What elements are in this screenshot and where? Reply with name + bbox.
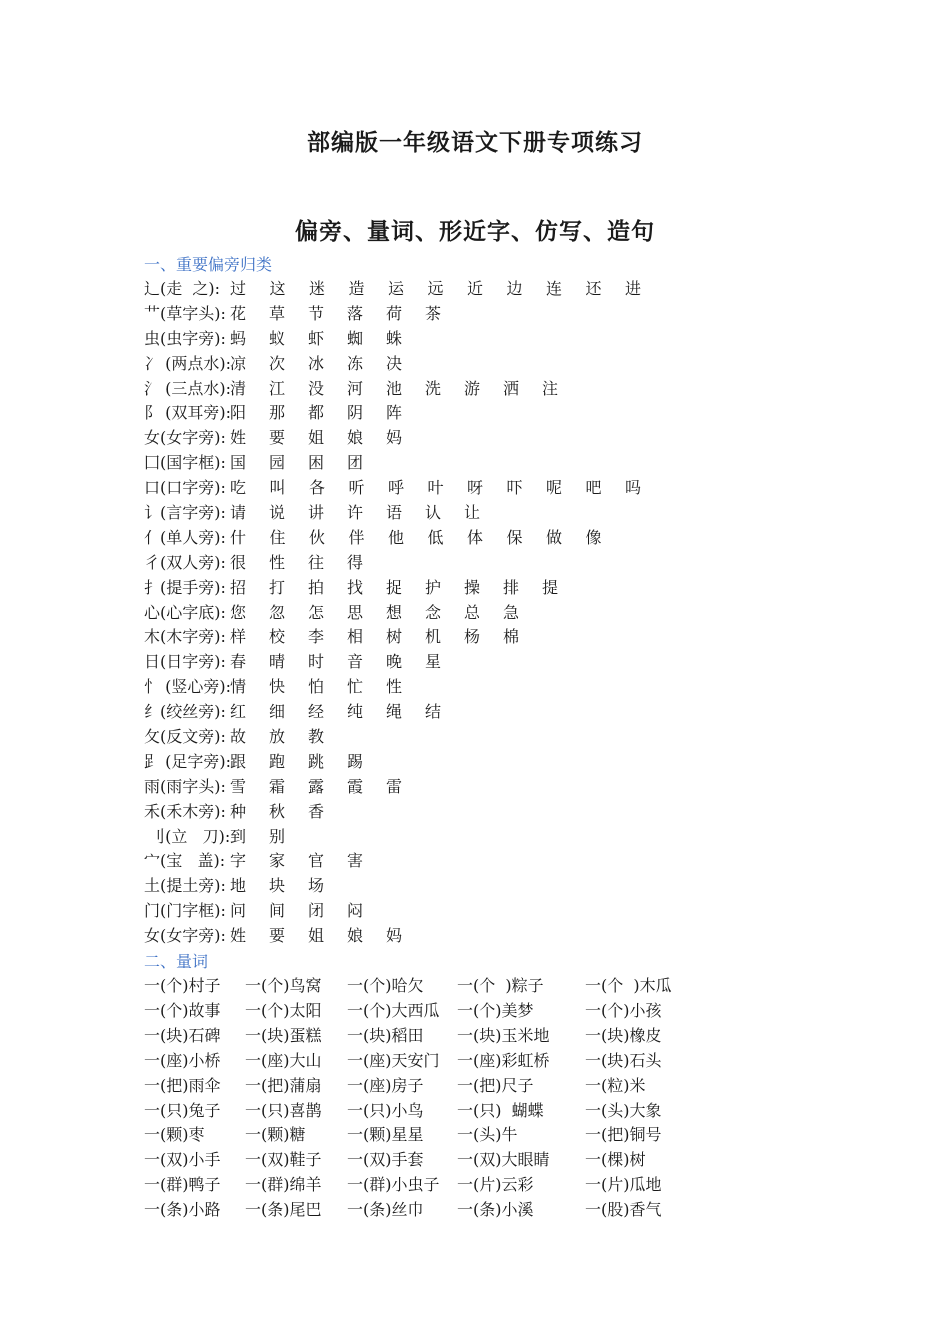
radical-char: 近	[467, 279, 484, 298]
measure-item: 一(棵)树	[585, 1150, 646, 1170]
measure-item: 一(双)大眼睛	[457, 1150, 550, 1170]
radical-char: 急	[503, 602, 520, 622]
measure-item: 一(个)小孩	[585, 1000, 662, 1020]
radical-char: 都	[308, 403, 325, 423]
radical-char: 各	[309, 478, 326, 498]
radical-char: 吗	[625, 478, 642, 498]
radical-row	[144, 750, 904, 775]
measure-item: 一(把)雨伞	[144, 1075, 221, 1095]
radical-label: 冫 (两点水):	[144, 353, 231, 373]
radical-char: 池	[386, 378, 403, 398]
measure-row	[144, 1099, 904, 1124]
radical-char: 阵	[386, 403, 403, 423]
measure-item: 一(粒)米	[585, 1075, 646, 1095]
radical-char: 快	[269, 677, 286, 697]
measure-row	[144, 1148, 904, 1173]
radical-char: 问	[230, 901, 247, 921]
radical-row	[144, 377, 904, 402]
radical-char: 国	[230, 453, 247, 473]
measure-row	[144, 1074, 904, 1099]
radical-char: 注	[542, 378, 559, 398]
radical-char: 节	[308, 303, 325, 323]
section-heading-radicals: 一、重要偏旁归类	[144, 255, 273, 274]
radical-char: 官	[308, 851, 325, 871]
radical-char: 叫	[269, 478, 286, 498]
radical-char: 蜘	[347, 328, 364, 348]
radical-char: 呼	[388, 478, 405, 498]
radical-char: 晴	[269, 652, 286, 672]
measure-item: 一(只) 蝴蝶	[457, 1100, 544, 1120]
radical-char: 茶	[425, 303, 442, 323]
radical-char: 春	[230, 652, 247, 672]
page-subtitle: 偏旁、量词、形近字、仿写、造句	[295, 219, 655, 245]
radical-char: 远	[427, 279, 444, 298]
radical-row	[144, 302, 904, 327]
radical-row	[144, 601, 904, 626]
radical-label: 艹(草字头):	[144, 303, 226, 323]
radical-char: 忙	[347, 677, 364, 697]
measure-item: 一(条)小路	[144, 1200, 221, 1220]
radical-char: 霞	[347, 776, 364, 796]
radical-char: 打	[269, 577, 286, 597]
radical-label: 女(女字旁):	[144, 926, 226, 946]
radical-char: 怎	[308, 602, 325, 622]
measure-item: 一(群)鸭子	[144, 1175, 221, 1195]
radical-char: 块	[269, 876, 286, 896]
measure-item: 一(把)铜号	[585, 1125, 662, 1145]
radical-char: 做	[546, 527, 563, 547]
radical-char: 呢	[546, 478, 563, 498]
measure-item: 一(双)手套	[347, 1150, 424, 1170]
measure-item: 一(个)鸟窝	[245, 976, 322, 996]
radical-row	[144, 874, 904, 899]
radical-char: 跳	[308, 751, 325, 771]
radical-label: 宀(宝 盖):	[144, 851, 226, 871]
radical-row	[144, 501, 904, 526]
radical-char: 细	[269, 702, 286, 722]
measure-item: 一(只)兔子	[144, 1100, 221, 1120]
content-body	[144, 252, 904, 1223]
radical-char: 伙	[309, 527, 326, 547]
measure-row	[144, 1024, 904, 1049]
radical-label: 囗(国字框):	[144, 453, 226, 473]
radical-char: 怕	[308, 677, 325, 697]
measure-item: 一(双)小手	[144, 1150, 221, 1170]
radical-char: 团	[347, 453, 364, 473]
radical-char: 星	[425, 652, 442, 672]
measure-item: 一(片)瓜地	[585, 1175, 662, 1195]
radical-char: 边	[506, 279, 523, 298]
radical-char: 迷	[309, 279, 326, 298]
measure-item: 一(把)蒲扇	[245, 1075, 322, 1095]
measure-item: 一(个)哈欠	[347, 976, 424, 996]
radical-char: 蛛	[386, 328, 403, 348]
measure-item: 一(块)石碑	[144, 1025, 221, 1045]
radical-row	[144, 849, 904, 874]
radical-char: 很	[230, 552, 247, 572]
section-heading-measure-words: 二、量词	[144, 952, 209, 972]
measure-item: 一(座)天安门	[347, 1050, 440, 1070]
measure-item: 一(座)小桥	[144, 1050, 221, 1070]
radical-char: 讲	[308, 503, 325, 523]
radical-char: 园	[269, 453, 286, 473]
measure-row	[144, 974, 904, 999]
radical-label: 土(提土旁):	[144, 876, 226, 896]
radical-char: 妈	[386, 926, 403, 946]
radical-char: 捉	[386, 577, 403, 597]
radical-char: 运	[388, 279, 405, 298]
radical-row	[144, 451, 904, 476]
radical-char: 护	[425, 577, 442, 597]
radical-char: 困	[308, 453, 325, 473]
radical-label: 虫(虫字旁):	[144, 328, 226, 348]
radical-char: 霜	[269, 776, 286, 796]
radical-row	[144, 775, 904, 800]
radical-char: 到	[230, 826, 247, 846]
radical-char: 时	[308, 652, 325, 672]
radical-char: 红	[230, 702, 247, 722]
radical-char: 决	[386, 353, 403, 373]
radical-label: 女(女字旁):	[144, 428, 226, 448]
radical-char: 往	[308, 552, 325, 572]
radical-char: 找	[347, 577, 364, 597]
radical-char: 蚂	[230, 328, 247, 348]
radical-char: 种	[230, 801, 247, 821]
radical-row	[144, 625, 904, 650]
radical-row	[144, 800, 904, 825]
radical-char: 地	[230, 876, 247, 896]
measure-item: 一(块)玉米地	[457, 1025, 550, 1045]
radical-char: 像	[585, 527, 602, 547]
radical-char: 江	[269, 378, 286, 398]
measure-item: 一(条)小溪	[457, 1200, 534, 1220]
radical-char: 清	[230, 378, 247, 398]
radical-char: 姓	[230, 926, 247, 946]
radical-char: 提	[542, 577, 559, 597]
radical-char: 晚	[386, 652, 403, 672]
radical-char: 还	[585, 279, 602, 298]
radical-char: 情	[230, 677, 247, 697]
measure-item: 一(个 )粽子	[457, 976, 544, 996]
radical-label: 日(日字旁):	[144, 652, 226, 672]
radical-char: 他	[388, 527, 405, 547]
radical-char: 游	[464, 378, 481, 398]
measure-item: 一(颗)糖	[245, 1125, 306, 1145]
measure-row	[144, 1123, 904, 1148]
measure-item: 一(条)尾巴	[245, 1200, 322, 1220]
radical-row	[144, 277, 904, 302]
measure-item: 一(个)村子	[144, 976, 221, 996]
radical-char: 排	[503, 577, 520, 597]
radical-char: 闷	[347, 901, 364, 921]
radical-row	[144, 825, 904, 850]
radical-char: 什	[230, 527, 247, 547]
measure-row	[144, 999, 904, 1024]
radical-char: 招	[230, 577, 247, 597]
radical-char: 李	[308, 627, 325, 647]
radical-char: 跑	[269, 751, 286, 771]
radical-char: 过	[230, 279, 247, 298]
radical-char: 请	[230, 503, 247, 523]
radical-row	[144, 476, 904, 501]
measure-item: 一(只)小鸟	[347, 1100, 424, 1120]
radical-char: 您	[230, 602, 247, 622]
radical-char: 妈	[386, 428, 403, 448]
radical-char: 想	[386, 602, 403, 622]
radical-char: 荷	[386, 303, 403, 323]
radical-char: 许	[347, 503, 364, 523]
radical-label: 忄 (竖心旁):	[144, 677, 231, 697]
radical-char: 让	[464, 503, 481, 523]
radical-char: 音	[347, 652, 364, 672]
radical-row	[144, 675, 904, 700]
radical-char: 虾	[308, 328, 325, 348]
radical-row	[144, 899, 904, 924]
radical-char: 闭	[308, 901, 325, 921]
radical-char: 教	[308, 727, 325, 747]
radical-char: 机	[425, 627, 442, 647]
radical-char: 雪	[230, 776, 247, 796]
radical-char: 姐	[308, 926, 325, 946]
radical-char: 故	[230, 727, 247, 747]
radical-char: 河	[347, 378, 364, 398]
radical-char: 性	[386, 677, 403, 697]
radical-char: 低	[427, 527, 444, 547]
measure-item: 一(座)大山	[245, 1050, 322, 1070]
radical-char: 造	[348, 279, 365, 298]
radical-row	[144, 426, 904, 451]
radical-row	[144, 576, 904, 601]
radical-char: 呀	[467, 478, 484, 498]
page-title: 部编版一年级语文下册专项练习	[307, 130, 643, 156]
radical-char: 绳	[386, 702, 403, 722]
radical-char: 字	[230, 851, 247, 871]
measure-item: 一(颗)星星	[347, 1125, 424, 1145]
radical-label: 氵 (三点水):	[144, 378, 231, 398]
measure-item: 一(头)大象	[585, 1100, 662, 1120]
radical-char: 场	[308, 876, 325, 896]
radical-char: 阳	[230, 403, 247, 423]
radical-char: 蚁	[269, 328, 286, 348]
radical-char: 洒	[503, 378, 520, 398]
radical-row	[144, 327, 904, 352]
measure-item: 一(座)房子	[347, 1075, 424, 1095]
radical-char: 吧	[585, 478, 602, 498]
radicals-list	[144, 277, 904, 949]
measure-item: 一(块)蛋糕	[245, 1025, 322, 1045]
radical-char: 别	[269, 826, 286, 846]
radical-char: 纯	[347, 702, 364, 722]
measure-item: 一(只)喜鹊	[245, 1100, 322, 1120]
radical-char: 进	[625, 279, 642, 298]
radical-row	[144, 551, 904, 576]
radical-label: 禾(禾木旁):	[144, 801, 226, 821]
radical-char: 害	[347, 851, 364, 871]
radical-char: 那	[269, 403, 286, 423]
radical-char: 经	[308, 702, 325, 722]
radical-row	[144, 352, 904, 377]
radical-label: 纟(绞丝旁):	[144, 702, 226, 722]
radical-char: 娘	[347, 428, 364, 448]
radical-char: 踢	[347, 751, 364, 771]
radical-char: 结	[425, 702, 442, 722]
radical-char: 相	[347, 627, 364, 647]
radical-char: 秋	[269, 801, 286, 821]
radical-char: 露	[308, 776, 325, 796]
radical-label: 门(门字框):	[144, 901, 226, 921]
radical-char: 花	[230, 303, 247, 323]
radical-char: 住	[269, 527, 286, 547]
radical-row	[144, 526, 904, 551]
radical-label: 口(口字旁):	[144, 478, 226, 498]
measure-item: 一(个)太阳	[245, 1000, 322, 1020]
radical-label: 𧾷 (足字旁):	[144, 751, 231, 771]
radical-char: 体	[467, 527, 484, 547]
radical-char: 树	[386, 627, 403, 647]
measure-item: 一(个)故事	[144, 1000, 221, 1020]
radical-char: 要	[269, 926, 286, 946]
measure-item: 一(个)大西瓜	[347, 1000, 440, 1020]
measure-item: 一(个)美梦	[457, 1000, 534, 1020]
radical-char: 杨	[464, 627, 481, 647]
measure-item: 一(群)绵羊	[245, 1175, 322, 1195]
radical-char: 冰	[308, 353, 325, 373]
measure-item: 一(颗)枣	[144, 1125, 205, 1145]
measure-item: 一(头)牛	[457, 1125, 518, 1145]
radical-char: 校	[269, 627, 286, 647]
measure-item: 一(双)鞋子	[245, 1150, 322, 1170]
radical-char: 棉	[503, 627, 520, 647]
measure-item: 一(块)橡皮	[585, 1025, 662, 1045]
radical-char: 性	[269, 552, 286, 572]
radical-char: 说	[269, 503, 286, 523]
measure-item: 一(群)小虫子	[347, 1175, 440, 1195]
radical-label: 扌(提手旁):	[144, 577, 226, 597]
measure-row	[144, 1173, 904, 1198]
measure-item: 一(块)石头	[585, 1050, 662, 1070]
measure-item: 一(把)尺子	[457, 1075, 534, 1095]
radical-char: 这	[269, 279, 286, 298]
radical-char: 没	[308, 378, 325, 398]
radical-char: 次	[269, 353, 286, 373]
radical-label: 刂(立 刀):	[144, 826, 231, 846]
radical-char: 洗	[425, 378, 442, 398]
radical-label: 阝 (双耳旁):	[144, 403, 231, 423]
radical-char: 认	[425, 503, 442, 523]
radical-char: 念	[425, 602, 442, 622]
measure-item: 一(座)彩虹桥	[457, 1050, 550, 1070]
radical-char: 凉	[230, 353, 247, 373]
radical-char: 拍	[308, 577, 325, 597]
radical-label: 彳(双人旁):	[144, 552, 226, 572]
radical-char: 叶	[427, 478, 444, 498]
radical-char: 样	[230, 627, 247, 647]
radical-char: 间	[269, 901, 286, 921]
measure-item: 一(片)云彩	[457, 1175, 534, 1195]
measure-item: 一(块)稻田	[347, 1025, 424, 1045]
radical-label: 木(木字旁):	[144, 627, 226, 647]
radical-char: 跟	[230, 751, 247, 771]
radical-char: 忽	[269, 602, 286, 622]
radical-row	[144, 924, 904, 949]
radical-row	[144, 650, 904, 675]
radical-char: 操	[464, 577, 481, 597]
measure-words-list	[144, 974, 904, 1223]
measure-item: 一(个 )木瓜	[585, 976, 672, 996]
radical-char: 连	[546, 279, 563, 298]
radical-char: 姓	[230, 428, 247, 448]
radical-label: 亻(单人旁):	[144, 527, 226, 547]
radical-char: 放	[269, 727, 286, 747]
radical-label: 讠(言字旁):	[144, 503, 226, 523]
radical-row	[144, 725, 904, 750]
radical-label: 雨(雨字头):	[144, 776, 226, 796]
radical-row	[144, 700, 904, 725]
measure-item: 一(股)香气	[585, 1200, 662, 1220]
radical-char: 姐	[308, 428, 325, 448]
radical-char: 雷	[386, 776, 403, 796]
measure-row	[144, 1198, 904, 1223]
radical-label: 心(心字底):	[144, 602, 226, 622]
radical-char: 语	[386, 503, 403, 523]
radical-char: 保	[506, 527, 523, 547]
radical-char: 得	[347, 552, 364, 572]
radical-label: 辶(走 之):	[144, 279, 221, 298]
radical-char: 听	[348, 478, 365, 498]
radical-char: 落	[347, 303, 364, 323]
radical-char: 思	[347, 602, 364, 622]
radical-label: 攵(反文旁):	[144, 727, 226, 747]
radical-char: 吃	[230, 478, 247, 498]
radical-char: 伴	[348, 527, 365, 547]
radical-char: 冻	[347, 353, 364, 373]
measure-item: 一(条)丝巾	[347, 1200, 424, 1220]
radical-char: 娘	[347, 926, 364, 946]
radical-char: 家	[269, 851, 286, 871]
radical-char: 要	[269, 428, 286, 448]
radical-char: 总	[464, 602, 481, 622]
radical-char: 香	[308, 801, 325, 821]
radical-char: 草	[269, 303, 286, 323]
radical-row	[144, 401, 904, 426]
measure-row	[144, 1049, 904, 1074]
radical-char: 吓	[506, 478, 523, 498]
radical-char: 阴	[347, 403, 364, 423]
